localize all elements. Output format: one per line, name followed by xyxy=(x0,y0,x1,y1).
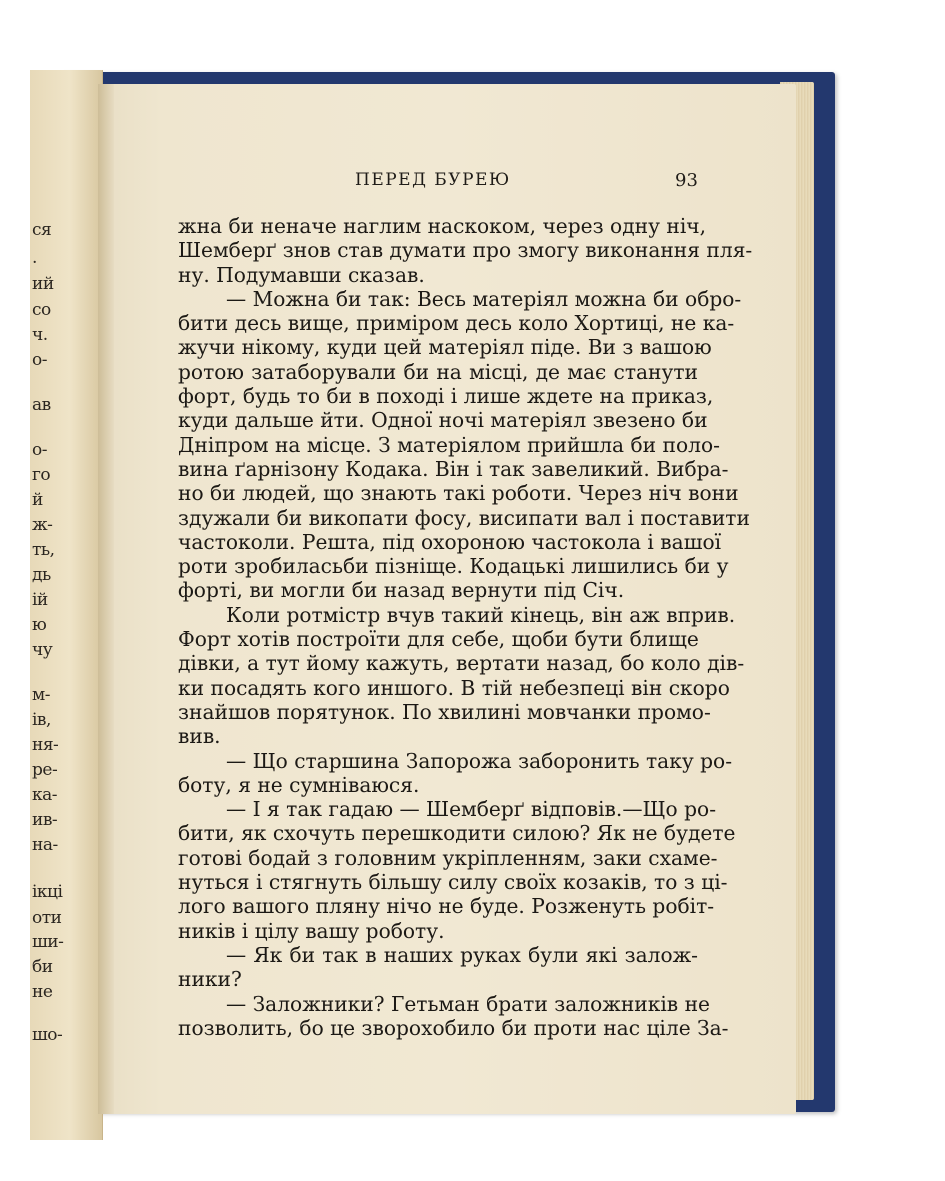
left-page-fragment: го xyxy=(32,465,51,485)
left-page-fragment: дь xyxy=(32,565,51,585)
left-page-fragment: ч. xyxy=(32,325,48,345)
text-line: вина ґарнізону Кодака. Він і так завеликий. Вибра- xyxy=(178,456,729,481)
text-line: готові бодай з головним укріпленням, заки схаме- xyxy=(178,845,718,870)
text-line: жна би неначе наглим наскоком, через одну ніч, xyxy=(178,214,707,238)
left-page-fragment: ів, xyxy=(32,710,51,730)
text-line: — Як би так в наших руках були які залож- xyxy=(226,942,698,967)
text-line: ротою затаборували би на місці, де має станути xyxy=(178,359,698,384)
text-line: позволить, бо це зворохобило би проти нас ціле За- xyxy=(178,1015,729,1040)
left-page-fragment: о- xyxy=(32,440,47,460)
text-line: бити десь вище, приміром десь коло Хортиці, не ка- xyxy=(178,311,735,336)
text-line: — Можна би так: Весь матеріял можна би обро- xyxy=(226,286,742,311)
left-page-fragment: й xyxy=(32,490,43,510)
left-page-fragment: ж- xyxy=(32,515,53,535)
gutter xyxy=(98,84,114,1114)
left-page-fragment: о- xyxy=(32,350,47,370)
text-line: здужали би викопати фосу, висипати вал і поставити xyxy=(178,505,750,530)
text-line: дівки, а тут йому кажуть, вертати назад, бо коло дів- xyxy=(178,651,745,676)
body-text xyxy=(178,214,753,1040)
left-page-fragment: не xyxy=(32,982,53,1002)
text-line: ну. Подумавши сказав. xyxy=(178,262,425,287)
left-page-fragment: ши- xyxy=(32,932,64,952)
text-line: роти зробиласьби пізніще. Кодацькі лишились би у xyxy=(178,554,729,579)
text-line: ників і цілу вашу роботу. xyxy=(178,918,445,943)
text-line: частоколи. Решта, під охороною частокола і вашої xyxy=(178,529,722,554)
text-line: Форт хотів построїти для себе, щоби бути блище xyxy=(178,627,699,652)
text-line: бити, як схочуть перешкодити силою? Як не будете xyxy=(178,821,736,846)
text-line: — Заложники? Гетьман брати заложників не xyxy=(226,991,710,1016)
text-line: ники? xyxy=(178,967,242,992)
left-page-fragment: чу xyxy=(32,640,53,660)
text-line: форті, ви могли би назад вернути під Січ. xyxy=(178,578,625,603)
left-page-fragment: . xyxy=(32,248,37,268)
left-page-fragment: ив- xyxy=(32,810,58,830)
left-page-fragment: ка- xyxy=(32,785,58,805)
left-page-fragment: шо- xyxy=(32,1025,63,1045)
left-page-fragment: ікці xyxy=(32,882,63,902)
left-page-fragment: би xyxy=(32,957,53,977)
left-page-fragment: м- xyxy=(32,685,50,705)
left-page-fragment: ий xyxy=(32,274,54,294)
text-line: но би людей, що знають такі роботи. Через ніч вони xyxy=(178,481,739,506)
left-page-fragment: на- xyxy=(32,835,58,855)
text-line: жучи нікому, куди цей матеріял піде. Ви з вашою xyxy=(178,335,712,360)
text-line: Дніпром на місце. З матеріялом прийшла би поло- xyxy=(178,432,720,457)
text-line: знайшов порятунок. По хвилині мовчанки промо- xyxy=(178,699,711,724)
text-line: лого вашого пляну нічо не буде. Розженуть робіт- xyxy=(178,894,715,919)
text-line: нуться і стягнуть більшу силу своїх козаків, то з ці- xyxy=(178,870,728,895)
left-page xyxy=(30,70,103,1140)
left-page-fragment: ть, xyxy=(32,540,55,560)
text-line: — Що старшина Запорожа заборонить таку ро- xyxy=(226,748,733,773)
text-line: Коли ротмістр вчув такий кінець, він аж вприв. xyxy=(226,602,736,627)
text-line: ки посадять кого иншого. В тій небезпеці він скоро xyxy=(178,675,730,700)
left-page-fragment: ре- xyxy=(32,760,58,780)
text-line: боту, я не сумніваюся. xyxy=(178,772,420,797)
left-page-fragment: со xyxy=(32,300,51,320)
left-page-fragment: ся xyxy=(32,220,52,240)
text-line: Шемберґ знов став думати про змогу виконання пля- xyxy=(178,238,753,263)
text-line: — І я так гадаю — Шемберґ відповів.—Що ро- xyxy=(226,797,717,822)
left-page-fragment: ій xyxy=(32,590,48,610)
page-number: 93 xyxy=(675,170,698,191)
text-line: форт, будь то би в поході і лише ждете на приказ, xyxy=(178,384,714,409)
left-page-fragment: ав xyxy=(32,395,51,415)
text-line: куди дальше йти. Одної ночі матеріял звезено би xyxy=(178,408,708,433)
left-page-fragment: оти xyxy=(32,908,62,928)
running-head: ПЕРЕД БУРЕЮ xyxy=(355,170,511,190)
left-page-fragment: ю xyxy=(32,615,47,635)
text-line: вив. xyxy=(178,724,221,749)
left-page-fragment: ня- xyxy=(32,735,59,755)
